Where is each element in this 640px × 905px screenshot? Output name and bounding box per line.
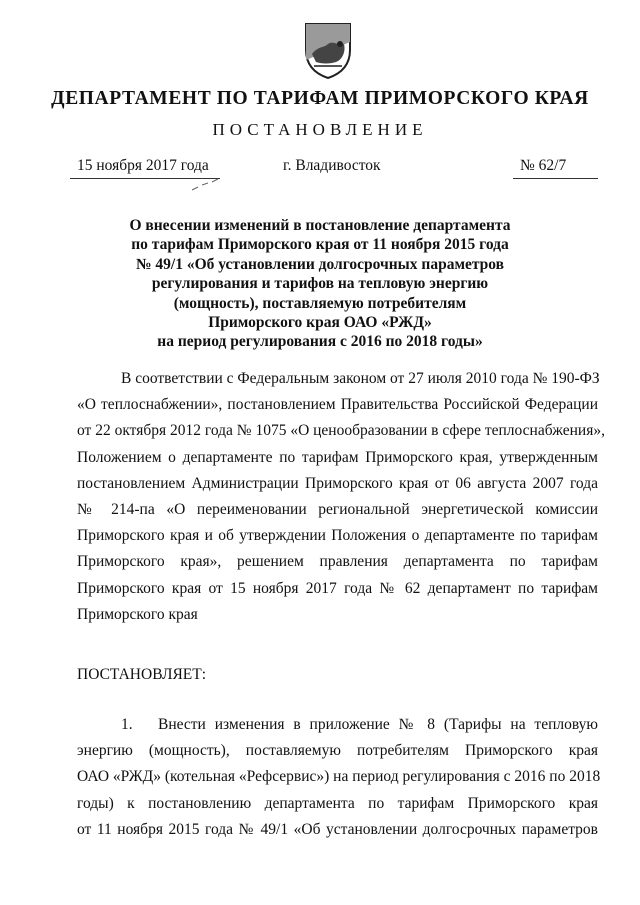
decree-heading: ПОСТАНОВЛЯЕТ: [77,666,207,683]
item-line: ОАО «РЖД» (котельная «Рефсервис») на период регулирования с 2016 по 2018 [77,768,601,786]
preamble-line: № 214-па «О переименовании региональной энергетической комиссии [77,500,598,518]
preamble-paragraph [77,366,605,628]
title-line: Приморского края ОАО «РЖД» [208,314,432,332]
preamble-line: Приморского края [77,605,198,623]
title-line: регулирования и тарифов на тепловую энергию [151,275,489,293]
item-number: 1. [121,716,133,733]
preamble-line: постановлением Администрации Приморского края от 06 августа 2007 года [77,474,598,492]
document-type: ПОСТАНОВЛЕНИЕ [212,120,428,139]
document-date: 15 ноября 2017 года [77,157,209,174]
pen-mark-scribble [190,178,220,192]
coat-of-arms-emblem [300,20,356,80]
preamble-line: Приморского края», решением правления департамента по тарифам [77,553,598,571]
item-line: годы) к постановлению департамента по тарифам Приморского края [77,794,598,812]
document-number: № 62/7 [520,157,567,174]
item-line: энергию (мощность), поставляемую потребителям Приморского края [77,742,598,760]
preamble-line: Приморского края и об утверждении Положения о департаменте по тарифам [77,527,598,545]
item-line: Внести изменения в приложение № 8 (Тарифы на тепловую [158,716,598,733]
title-line: по тарифам Приморского края от 11 ноября 2015 года [131,236,509,254]
preamble-line: В соответствии с Федеральным законом от 27 июля 2010 года № 190-ФЗ [121,370,600,387]
title-line: О внесении изменений в постановление департамента [129,217,511,234]
resolution-title [120,216,520,352]
item-1-paragraph [77,712,601,843]
preamble-line: «О теплоснабжении», постановлением Правительства Российской Федерации [77,396,598,414]
title-line: (мощность), поставляемую потребителям [173,294,467,312]
title-line: № 49/1 «Об установлении долгосрочных параметров [135,255,505,273]
number-underline [513,178,598,179]
preamble-line: Приморского края от 15 ноября 2017 года № 62 департамент по тарифам [77,579,598,597]
department-name: ДЕПАРТАМЕНТ ПО ТАРИФАМ ПРИМОРСКОГО КРАЯ [51,88,589,109]
item-line: от 11 ноября 2015 года № 49/1 «Об установлении долгосрочных параметров [77,820,598,838]
document-city: г. Владивосток [283,157,381,174]
item-1-first-line [77,712,598,738]
preamble-line: Положением о департаменте по тарифам Приморского края, утвержденным [77,448,598,466]
preamble-line: от 22 октября 2012 года № 1075 «О ценообразовании в сфере теплоснабжения», [77,422,605,440]
title-line: на период регулирования с 2016 по 2018 годы» [157,333,483,351]
